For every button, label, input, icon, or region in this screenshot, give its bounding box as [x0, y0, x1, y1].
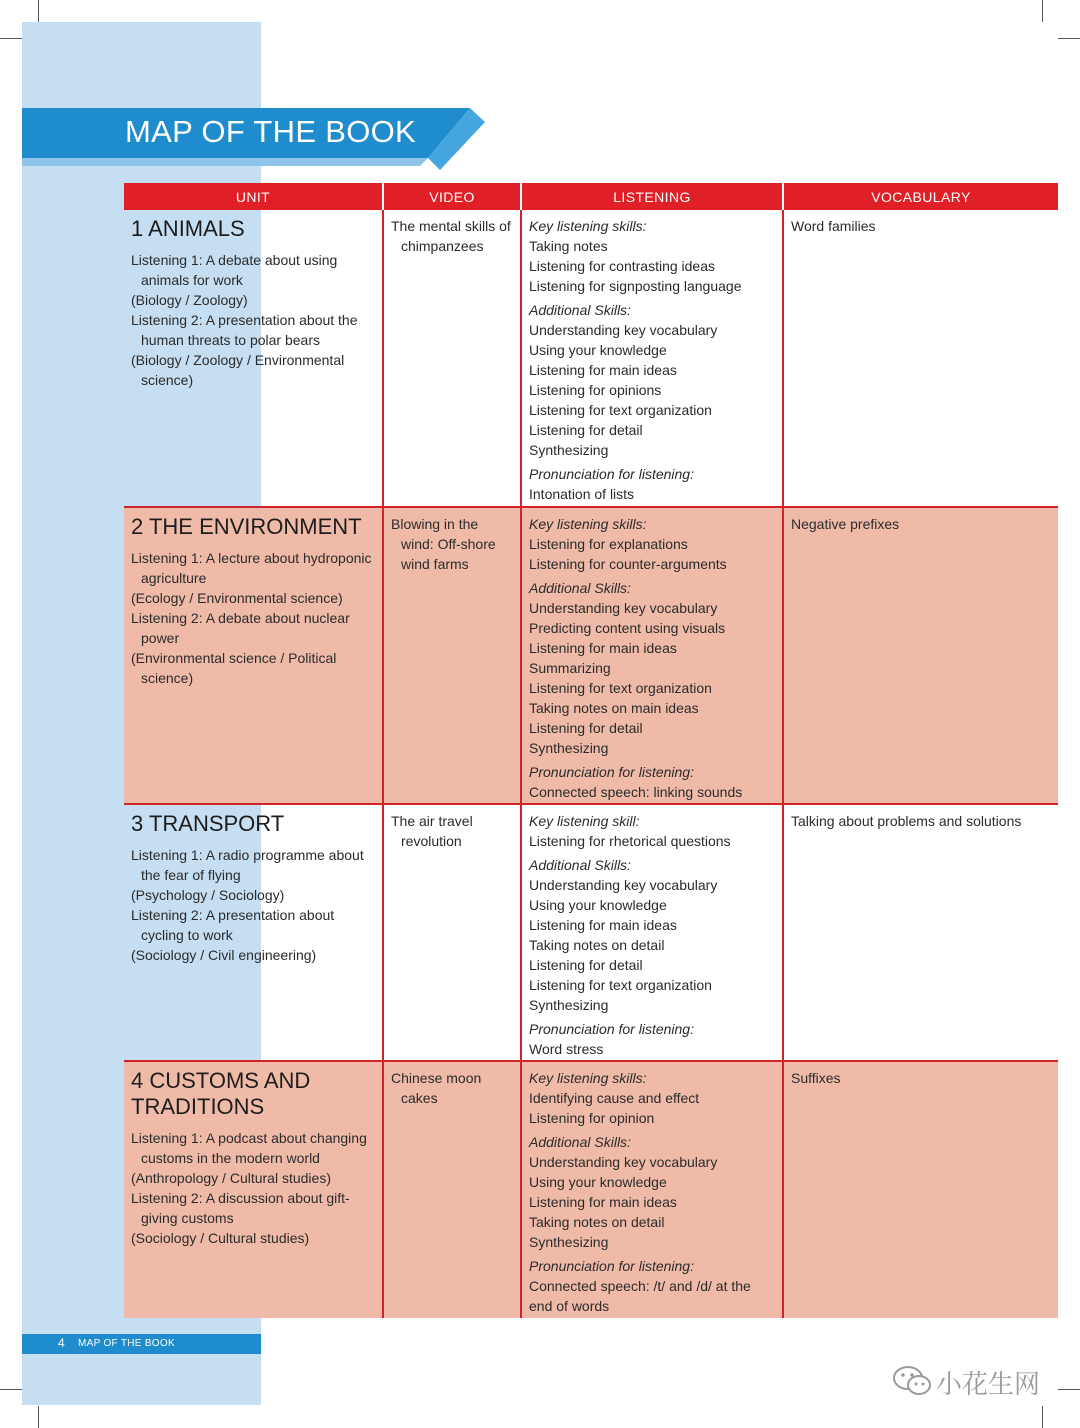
- additional-skill-item: Listening for main ideas: [529, 1194, 677, 1210]
- pronunciation-label: Pronunciation for listening:: [529, 764, 694, 780]
- unit-detail: Listening 2: A discussion about gift-giving customs: [131, 1190, 350, 1226]
- unit-detail: (Sociology / Cultural studies): [131, 1230, 310, 1246]
- additional-skill-item: Using your knowledge: [529, 342, 667, 358]
- additional-skill-item: Listening for main ideas: [529, 640, 677, 656]
- pronunciation-item: Connected speech: /t/ and /d/ at the end of words: [529, 1278, 751, 1314]
- crop-mark: [1058, 38, 1080, 39]
- crop-mark: [1042, 0, 1043, 22]
- additional-skills-label: Additional Skills:: [529, 1134, 631, 1150]
- key-skill-item: Listening for contrasting ideas: [529, 258, 715, 274]
- key-skill-item: Listening for explanations: [529, 536, 688, 552]
- footer-bar: [22, 1334, 261, 1354]
- header-listening: LISTENING: [521, 183, 783, 210]
- additional-skill-item: Synthesizing: [529, 1234, 609, 1250]
- additional-skill-item: Summarizing: [529, 660, 611, 676]
- key-skill-item: Listening for opinion: [529, 1110, 655, 1126]
- unit-title: 3 TRANSPORT: [131, 811, 285, 836]
- unit-detail: (Sociology / Civil engineering): [131, 947, 317, 963]
- vocabulary-cell: [783, 1061, 1058, 1318]
- unit-detail: Listening 2: A presentation about the human threats to polar bears: [131, 312, 358, 348]
- key-skills-label: Key listening skills:: [529, 1070, 647, 1086]
- additional-skill-item: Listening for main ideas: [529, 362, 677, 378]
- crop-mark: [1058, 1389, 1080, 1390]
- video-title: Chinese moon cakes: [391, 1070, 482, 1106]
- unit-detail: (Anthropology / Cultural studies): [131, 1170, 331, 1186]
- additional-skill-item: Listening for detail: [529, 957, 643, 973]
- vocabulary-cell: [783, 804, 1058, 1061]
- additional-skill-item: Listening for text organization: [529, 402, 712, 418]
- key-skills-label: Key listening skill:: [529, 813, 640, 829]
- key-skill-item: Identifying cause and effect: [529, 1090, 700, 1106]
- unit-cell: [124, 804, 383, 1061]
- unit-detail: Listening 1: A podcast about changing customs in the modern world: [131, 1130, 367, 1166]
- video-title: Blowing in the wind: Off-shore wind farms: [391, 516, 496, 572]
- unit-detail: (Biology / Zoology / Environmental science): [131, 352, 345, 388]
- vocabulary-item: Suffixes: [791, 1070, 841, 1086]
- additional-skill-item: Synthesizing: [529, 997, 609, 1013]
- unit-cell: [124, 210, 383, 507]
- pronunciation-label: Pronunciation for listening:: [529, 466, 694, 482]
- crop-mark: [0, 38, 22, 39]
- crop-mark: [38, 0, 39, 22]
- pronunciation-item: Connected speech: linking sounds: [529, 784, 743, 800]
- unit-cell: [124, 1061, 383, 1318]
- map-table: [124, 183, 1058, 1318]
- header-row: [124, 183, 1058, 210]
- additional-skill-item: Understanding key vocabulary: [529, 600, 718, 616]
- additional-skills-label: Additional Skills:: [529, 857, 631, 873]
- pronunciation-item: Intonation of lists: [529, 486, 635, 502]
- additional-skill-item: Predicting content using visuals: [529, 620, 726, 636]
- additional-skill-item: Listening for opinions: [529, 382, 662, 398]
- vocabulary-cell: [783, 210, 1058, 507]
- video-title: The air travel revolution: [391, 813, 473, 849]
- additional-skills-label: Additional Skills:: [529, 302, 631, 318]
- additional-skill-item: Synthesizing: [529, 442, 609, 458]
- vocabulary-item: Word families: [791, 218, 876, 234]
- additional-skill-item: Listening for detail: [529, 720, 643, 736]
- additional-skill-item: Understanding key vocabulary: [529, 877, 718, 893]
- unit-detail: (Psychology / Sociology): [131, 887, 285, 903]
- unit-title: 1 ANIMALS: [131, 216, 245, 241]
- key-skill-item: Listening for counter-arguments: [529, 556, 727, 572]
- unit-detail: Listening 2: A debate about nuclear power: [131, 610, 350, 646]
- additional-skill-item: Taking notes on detail: [529, 937, 665, 953]
- header-video: VIDEO: [383, 183, 521, 210]
- additional-skill-item: Listening for main ideas: [529, 917, 677, 933]
- video-cell: [383, 1061, 521, 1318]
- unit-detail: Listening 1: A radio programme about the fear of flying: [131, 847, 364, 883]
- table-row: [124, 507, 1058, 804]
- pronunciation-label: Pronunciation for listening:: [529, 1021, 694, 1037]
- additional-skill-item: Listening for detail: [529, 422, 643, 438]
- additional-skill-item: Taking notes on main ideas: [529, 700, 699, 716]
- key-skill-item: Taking notes: [529, 238, 608, 254]
- unit-detail: Listening 2: A presentation about cycling to work: [131, 907, 335, 943]
- unit-detail: Listening 1: A debate about using animals for work: [131, 252, 338, 288]
- key-skill-item: Listening for rhetorical questions: [529, 833, 731, 849]
- video-cell: [383, 210, 521, 507]
- crop-mark: [0, 1389, 22, 1390]
- additional-skill-item: Listening for text organization: [529, 680, 712, 696]
- additional-skill-item: Using your knowledge: [529, 897, 667, 913]
- table-row: [124, 210, 1058, 507]
- header-unit: UNIT: [124, 183, 383, 210]
- additional-skill-item: Using your knowledge: [529, 1174, 667, 1190]
- video-title: The mental skills of chimpanzees: [391, 218, 511, 254]
- watermark: [890, 1360, 1060, 1400]
- listening-cell: [521, 507, 783, 804]
- unit-detail: (Ecology / Environmental science): [131, 590, 343, 606]
- pronunciation-item: Word stress: [529, 1041, 604, 1057]
- video-cell: [383, 804, 521, 1061]
- key-skills-label: Key listening skills:: [529, 218, 647, 234]
- listening-cell: [521, 804, 783, 1061]
- listening-cell: [521, 1061, 783, 1318]
- page-number: 4: [58, 1336, 65, 1350]
- additional-skill-item: Understanding key vocabulary: [529, 322, 718, 338]
- additional-skills-label: Additional Skills:: [529, 580, 631, 596]
- wechat-icon: [890, 1360, 934, 1400]
- additional-skill-item: Taking notes on detail: [529, 1214, 665, 1230]
- title-banner: [22, 108, 487, 170]
- key-skills-label: Key listening skills:: [529, 516, 647, 532]
- additional-skill-item: Listening for text organization: [529, 977, 712, 993]
- unit-title: 2 THE ENVIRONMENT: [131, 514, 362, 539]
- key-skill-item: Listening for signposting language: [529, 278, 742, 294]
- pronunciation-label: Pronunciation for listening:: [529, 1258, 694, 1274]
- footer-label: MAP OF THE BOOK: [78, 1338, 175, 1349]
- vocabulary-cell: [783, 507, 1058, 804]
- unit-detail: (Biology / Zoology): [131, 292, 248, 308]
- table-row: [124, 1061, 1058, 1318]
- table-row: [124, 804, 1058, 1061]
- vocabulary-item: Negative prefixes: [791, 516, 900, 532]
- crop-mark: [1042, 1406, 1043, 1428]
- additional-skill-item: Understanding key vocabulary: [529, 1154, 718, 1170]
- additional-skill-item: Synthesizing: [529, 740, 609, 756]
- video-cell: [383, 507, 521, 804]
- unit-detail: Listening 1: A lecture about hydroponic agriculture: [131, 550, 372, 586]
- page-title: MAP OF THE BOOK: [125, 114, 417, 149]
- vocabulary-item: Talking about problems and solutions: [791, 813, 1022, 829]
- watermark-text: 小花生网: [936, 1369, 1041, 1399]
- unit-cell: [124, 507, 383, 804]
- listening-cell: [521, 210, 783, 507]
- header-vocabulary: VOCABULARY: [783, 183, 1058, 210]
- unit-detail: (Environmental science / Political science): [131, 650, 337, 686]
- crop-mark: [38, 1406, 39, 1428]
- unit-title: 4 CUSTOMS AND TRADITIONS: [131, 1068, 311, 1119]
